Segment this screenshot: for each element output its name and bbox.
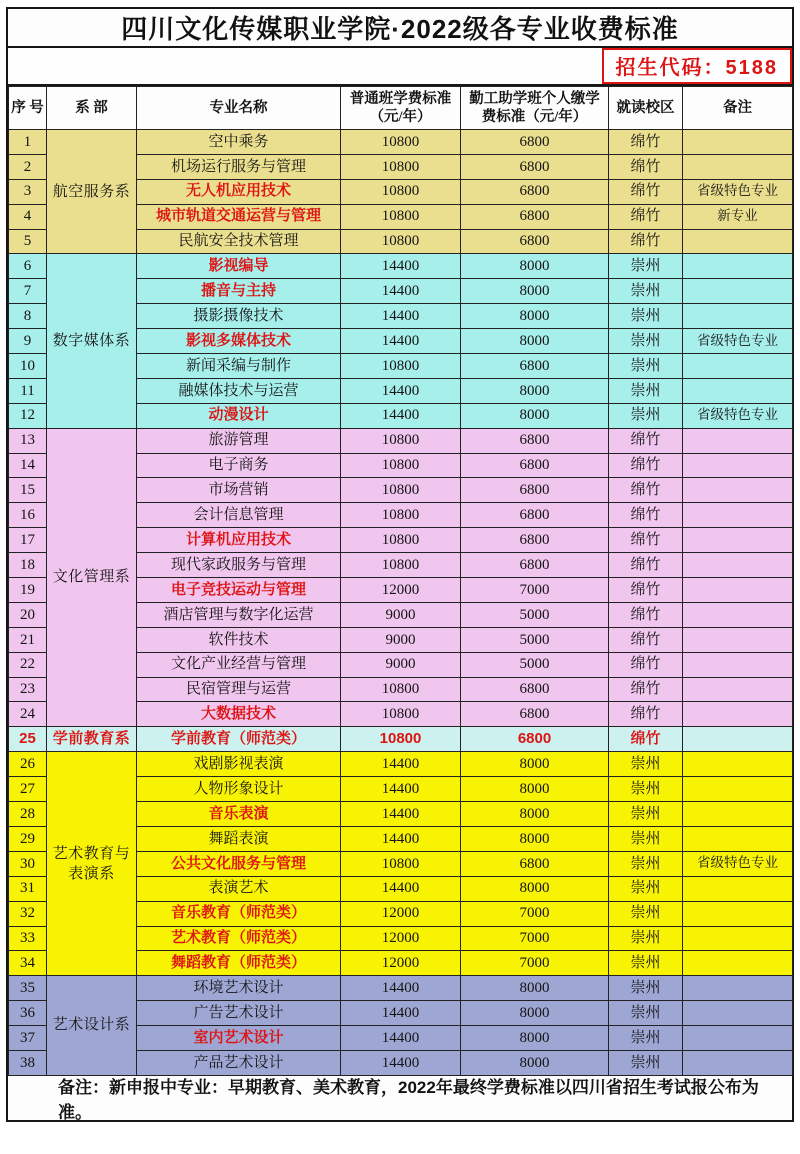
campus-cell: 崇州 (609, 279, 683, 304)
workstudy-fee-cell: 8000 (461, 976, 609, 1001)
admission-code-band (8, 48, 792, 86)
row-number-cell: 31 (9, 876, 47, 901)
major-cell: 计算机应用技术 (137, 528, 341, 553)
regular-fee-cell: 14400 (341, 826, 461, 851)
regular-fee-cell: 10800 (341, 428, 461, 453)
department-cell: 艺术设计系 (47, 976, 137, 1076)
workstudy-fee-cell: 6800 (461, 204, 609, 229)
regular-fee-cell: 12000 (341, 578, 461, 603)
workstudy-fee-cell: 6800 (461, 130, 609, 155)
remark-cell: 省级特色专业 (683, 851, 793, 876)
major-cell: 环境艺术设计 (137, 976, 341, 1001)
row-number-cell: 26 (9, 752, 47, 777)
campus-cell: 绵竹 (609, 428, 683, 453)
regular-fee-cell: 10800 (341, 130, 461, 155)
remark-cell (683, 304, 793, 329)
row-number-cell: 29 (9, 826, 47, 851)
campus-cell: 绵竹 (609, 503, 683, 528)
campus-cell: 崇州 (609, 304, 683, 329)
workstudy-fee-cell: 7000 (461, 926, 609, 951)
regular-fee-cell: 10800 (341, 702, 461, 727)
row-number-cell: 25 (9, 727, 47, 752)
regular-fee-cell: 12000 (341, 951, 461, 976)
workstudy-fee-cell: 6800 (461, 503, 609, 528)
regular-fee-cell: 14400 (341, 279, 461, 304)
remark-cell (683, 254, 793, 279)
regular-fee-cell: 14400 (341, 378, 461, 403)
row-number-cell: 3 (9, 179, 47, 204)
major-cell: 广告艺术设计 (137, 1001, 341, 1026)
row-number-cell: 30 (9, 851, 47, 876)
major-cell: 酒店管理与数字化运营 (137, 602, 341, 627)
remark-cell (683, 279, 793, 304)
row-number-cell: 22 (9, 652, 47, 677)
remark-cell (683, 752, 793, 777)
remark-cell (683, 1050, 793, 1075)
regular-fee-cell: 14400 (341, 876, 461, 901)
row-number-cell: 12 (9, 403, 47, 428)
row-number-cell: 27 (9, 777, 47, 802)
row-number-cell: 14 (9, 453, 47, 478)
row-number-cell: 18 (9, 553, 47, 578)
department-cell: 艺术教育与表演系 (47, 752, 137, 976)
footer-note: 备注：新申报中专业：早期教育、美术教育，2022年最终学费标准以四川省招生考试报公布为准。 (8, 1076, 792, 1120)
remark-cell: 省级特色专业 (683, 329, 793, 354)
col-header-dept: 系 部 (47, 87, 137, 130)
remark-cell (683, 478, 793, 503)
regular-fee-cell: 10800 (341, 528, 461, 553)
remark-cell (683, 229, 793, 254)
workstudy-fee-cell: 7000 (461, 951, 609, 976)
row-number-cell: 21 (9, 627, 47, 652)
remark-cell (683, 652, 793, 677)
workstudy-fee-cell: 6800 (461, 702, 609, 727)
campus-cell: 绵竹 (609, 204, 683, 229)
row-number-cell: 35 (9, 976, 47, 1001)
workstudy-fee-cell: 5000 (461, 652, 609, 677)
major-cell: 影视编导 (137, 254, 341, 279)
remark-cell (683, 826, 793, 851)
department-cell: 文化管理系 (47, 428, 137, 727)
major-cell: 摄影摄像技术 (137, 304, 341, 329)
campus-cell: 崇州 (609, 378, 683, 403)
major-cell: 舞蹈表演 (137, 826, 341, 851)
campus-cell: 崇州 (609, 752, 683, 777)
campus-cell: 绵竹 (609, 627, 683, 652)
major-cell: 人物形象设计 (137, 777, 341, 802)
regular-fee-cell: 10800 (341, 179, 461, 204)
campus-cell: 崇州 (609, 329, 683, 354)
workstudy-fee-cell: 5000 (461, 627, 609, 652)
remark-cell (683, 503, 793, 528)
remark-cell (683, 578, 793, 603)
department-cell: 航空服务系 (47, 130, 137, 254)
major-cell: 空中乘务 (137, 130, 341, 155)
regular-fee-cell: 9000 (341, 652, 461, 677)
workstudy-fee-cell: 8000 (461, 403, 609, 428)
major-cell: 产品艺术设计 (137, 1050, 341, 1075)
workstudy-fee-cell: 8000 (461, 279, 609, 304)
table-row (9, 428, 793, 453)
remark-cell (683, 777, 793, 802)
row-number-cell: 11 (9, 378, 47, 403)
regular-fee-cell: 12000 (341, 926, 461, 951)
major-cell: 公共文化服务与管理 (137, 851, 341, 876)
remark-cell (683, 130, 793, 155)
major-cell: 音乐教育（师范类） (137, 901, 341, 926)
row-number-cell: 15 (9, 478, 47, 503)
row-number-cell: 5 (9, 229, 47, 254)
regular-fee-cell: 12000 (341, 901, 461, 926)
row-number-cell: 7 (9, 279, 47, 304)
remark-cell (683, 951, 793, 976)
major-cell: 软件技术 (137, 627, 341, 652)
regular-fee-cell: 9000 (341, 602, 461, 627)
remark-cell (683, 553, 793, 578)
major-cell: 城市轨道交通运营与管理 (137, 204, 341, 229)
regular-fee-cell: 10800 (341, 503, 461, 528)
col-header-remark: 备注 (683, 87, 793, 130)
campus-cell: 崇州 (609, 876, 683, 901)
major-cell: 民航安全技术管理 (137, 229, 341, 254)
row-number-cell: 4 (9, 204, 47, 229)
workstudy-fee-cell: 8000 (461, 1026, 609, 1051)
row-number-cell: 9 (9, 329, 47, 354)
col-header-workstudy: 勤工助学班个人缴学费标准（元/年） (461, 87, 609, 130)
workstudy-fee-cell: 8000 (461, 777, 609, 802)
remark-cell (683, 528, 793, 553)
campus-cell: 绵竹 (609, 652, 683, 677)
regular-fee-cell: 14400 (341, 329, 461, 354)
workstudy-fee-cell: 6800 (461, 851, 609, 876)
table-row (9, 254, 793, 279)
remark-cell (683, 1001, 793, 1026)
major-cell: 学前教育（师范类） (137, 727, 341, 752)
campus-cell: 绵竹 (609, 702, 683, 727)
major-cell: 电子商务 (137, 453, 341, 478)
workstudy-fee-cell: 6800 (461, 154, 609, 179)
major-cell: 艺术教育（师范类） (137, 926, 341, 951)
campus-cell: 崇州 (609, 926, 683, 951)
regular-fee-cell: 14400 (341, 976, 461, 1001)
remark-cell (683, 602, 793, 627)
fee-table-sheet (6, 7, 794, 1122)
workstudy-fee-cell: 8000 (461, 826, 609, 851)
major-cell: 大数据技术 (137, 702, 341, 727)
row-number-cell: 23 (9, 677, 47, 702)
col-header-fee: 普通班学费标准（元/年） (341, 87, 461, 130)
workstudy-fee-cell: 6800 (461, 528, 609, 553)
major-cell: 文化产业经营与管理 (137, 652, 341, 677)
campus-cell: 绵竹 (609, 179, 683, 204)
regular-fee-cell: 10800 (341, 354, 461, 379)
campus-cell: 崇州 (609, 802, 683, 827)
col-header-major: 专业名称 (137, 87, 341, 130)
row-number-cell: 38 (9, 1050, 47, 1075)
campus-cell: 绵竹 (609, 727, 683, 752)
campus-cell: 崇州 (609, 951, 683, 976)
regular-fee-cell: 10800 (341, 727, 461, 752)
workstudy-fee-cell: 6800 (461, 553, 609, 578)
campus-cell: 绵竹 (609, 478, 683, 503)
regular-fee-cell: 10800 (341, 553, 461, 578)
table-row (9, 727, 793, 752)
campus-cell: 绵竹 (609, 677, 683, 702)
workstudy-fee-cell: 6800 (461, 727, 609, 752)
remark-cell (683, 453, 793, 478)
campus-cell: 绵竹 (609, 229, 683, 254)
major-cell: 舞蹈教育（师范类） (137, 951, 341, 976)
workstudy-fee-cell: 8000 (461, 752, 609, 777)
row-number-cell: 24 (9, 702, 47, 727)
table-row (9, 130, 793, 155)
row-number-cell: 36 (9, 1001, 47, 1026)
remark-cell (683, 677, 793, 702)
major-cell: 音乐表演 (137, 802, 341, 827)
row-number-cell: 17 (9, 528, 47, 553)
remark-cell (683, 1026, 793, 1051)
col-header-campus: 就读校区 (609, 87, 683, 130)
remark-cell: 新专业 (683, 204, 793, 229)
regular-fee-cell: 10800 (341, 851, 461, 876)
remark-cell (683, 354, 793, 379)
row-number-cell: 19 (9, 578, 47, 603)
campus-cell: 崇州 (609, 976, 683, 1001)
major-cell: 播音与主持 (137, 279, 341, 304)
table-row (9, 976, 793, 1001)
major-cell: 新闻采编与制作 (137, 354, 341, 379)
remark-cell (683, 901, 793, 926)
remark-cell (683, 378, 793, 403)
remark-cell (683, 976, 793, 1001)
workstudy-fee-cell: 8000 (461, 304, 609, 329)
major-cell: 旅游管理 (137, 428, 341, 453)
remark-cell (683, 154, 793, 179)
campus-cell: 崇州 (609, 851, 683, 876)
workstudy-fee-cell: 8000 (461, 1050, 609, 1075)
campus-cell: 崇州 (609, 354, 683, 379)
regular-fee-cell: 14400 (341, 802, 461, 827)
major-cell: 现代家政服务与管理 (137, 553, 341, 578)
remark-cell: 省级特色专业 (683, 403, 793, 428)
workstudy-fee-cell: 6800 (461, 354, 609, 379)
major-cell: 电子竞技运动与管理 (137, 578, 341, 603)
row-number-cell: 37 (9, 1026, 47, 1051)
remark-cell: 省级特色专业 (683, 179, 793, 204)
row-number-cell: 13 (9, 428, 47, 453)
remark-cell (683, 627, 793, 652)
campus-cell: 崇州 (609, 1026, 683, 1051)
department-cell: 学前教育系 (47, 727, 137, 752)
remark-cell (683, 727, 793, 752)
workstudy-fee-cell: 7000 (461, 901, 609, 926)
major-cell: 民宿管理与运营 (137, 677, 341, 702)
regular-fee-cell: 10800 (341, 453, 461, 478)
campus-cell: 崇州 (609, 1050, 683, 1075)
row-number-cell: 28 (9, 802, 47, 827)
remark-cell (683, 428, 793, 453)
campus-cell: 崇州 (609, 254, 683, 279)
campus-cell: 崇州 (609, 777, 683, 802)
regular-fee-cell: 9000 (341, 627, 461, 652)
row-number-cell: 33 (9, 926, 47, 951)
remark-cell (683, 702, 793, 727)
admission-code-badge: 招生代码：5188 (602, 48, 793, 84)
header-row (9, 87, 793, 130)
major-cell: 室内艺术设计 (137, 1026, 341, 1051)
regular-fee-cell: 14400 (341, 403, 461, 428)
campus-cell: 绵竹 (609, 528, 683, 553)
regular-fee-cell: 10800 (341, 677, 461, 702)
campus-cell: 崇州 (609, 1001, 683, 1026)
table-row (9, 752, 793, 777)
workstudy-fee-cell: 6800 (461, 453, 609, 478)
workstudy-fee-cell: 8000 (461, 329, 609, 354)
campus-cell: 绵竹 (609, 154, 683, 179)
department-cell: 数字媒体系 (47, 254, 137, 428)
workstudy-fee-cell: 6800 (461, 179, 609, 204)
remark-cell (683, 876, 793, 901)
campus-cell: 绵竹 (609, 602, 683, 627)
remark-cell (683, 802, 793, 827)
major-cell: 融媒体技术与运营 (137, 378, 341, 403)
workstudy-fee-cell: 8000 (461, 876, 609, 901)
campus-cell: 绵竹 (609, 553, 683, 578)
workstudy-fee-cell: 6800 (461, 478, 609, 503)
regular-fee-cell: 14400 (341, 1001, 461, 1026)
campus-cell: 绵竹 (609, 453, 683, 478)
major-cell: 表演艺术 (137, 876, 341, 901)
regular-fee-cell: 14400 (341, 752, 461, 777)
workstudy-fee-cell: 5000 (461, 602, 609, 627)
workstudy-fee-cell: 8000 (461, 802, 609, 827)
row-number-cell: 8 (9, 304, 47, 329)
workstudy-fee-cell: 6800 (461, 677, 609, 702)
row-number-cell: 2 (9, 154, 47, 179)
fee-table (8, 86, 793, 1076)
campus-cell: 崇州 (609, 901, 683, 926)
workstudy-fee-cell: 8000 (461, 1001, 609, 1026)
major-cell: 影视多媒体技术 (137, 329, 341, 354)
regular-fee-cell: 14400 (341, 1026, 461, 1051)
page-title: 四川文化传媒职业学院·2022级各专业收费标准 (8, 9, 792, 48)
workstudy-fee-cell: 6800 (461, 229, 609, 254)
row-number-cell: 6 (9, 254, 47, 279)
row-number-cell: 20 (9, 602, 47, 627)
regular-fee-cell: 10800 (341, 154, 461, 179)
regular-fee-cell: 10800 (341, 229, 461, 254)
regular-fee-cell: 10800 (341, 204, 461, 229)
row-number-cell: 10 (9, 354, 47, 379)
remark-cell (683, 926, 793, 951)
row-number-cell: 16 (9, 503, 47, 528)
major-cell: 市场营销 (137, 478, 341, 503)
campus-cell: 崇州 (609, 403, 683, 428)
workstudy-fee-cell: 6800 (461, 428, 609, 453)
campus-cell: 绵竹 (609, 578, 683, 603)
regular-fee-cell: 14400 (341, 777, 461, 802)
regular-fee-cell: 14400 (341, 1050, 461, 1075)
regular-fee-cell: 10800 (341, 478, 461, 503)
row-number-cell: 32 (9, 901, 47, 926)
workstudy-fee-cell: 8000 (461, 254, 609, 279)
campus-cell: 绵竹 (609, 130, 683, 155)
regular-fee-cell: 14400 (341, 304, 461, 329)
major-cell: 戏剧影视表演 (137, 752, 341, 777)
campus-cell: 崇州 (609, 826, 683, 851)
major-cell: 动漫设计 (137, 403, 341, 428)
row-number-cell: 1 (9, 130, 47, 155)
major-cell: 无人机应用技术 (137, 179, 341, 204)
workstudy-fee-cell: 7000 (461, 578, 609, 603)
major-cell: 机场运行服务与管理 (137, 154, 341, 179)
row-number-cell: 34 (9, 951, 47, 976)
regular-fee-cell: 14400 (341, 254, 461, 279)
workstudy-fee-cell: 8000 (461, 378, 609, 403)
major-cell: 会计信息管理 (137, 503, 341, 528)
col-header-no: 序 号 (9, 87, 47, 130)
